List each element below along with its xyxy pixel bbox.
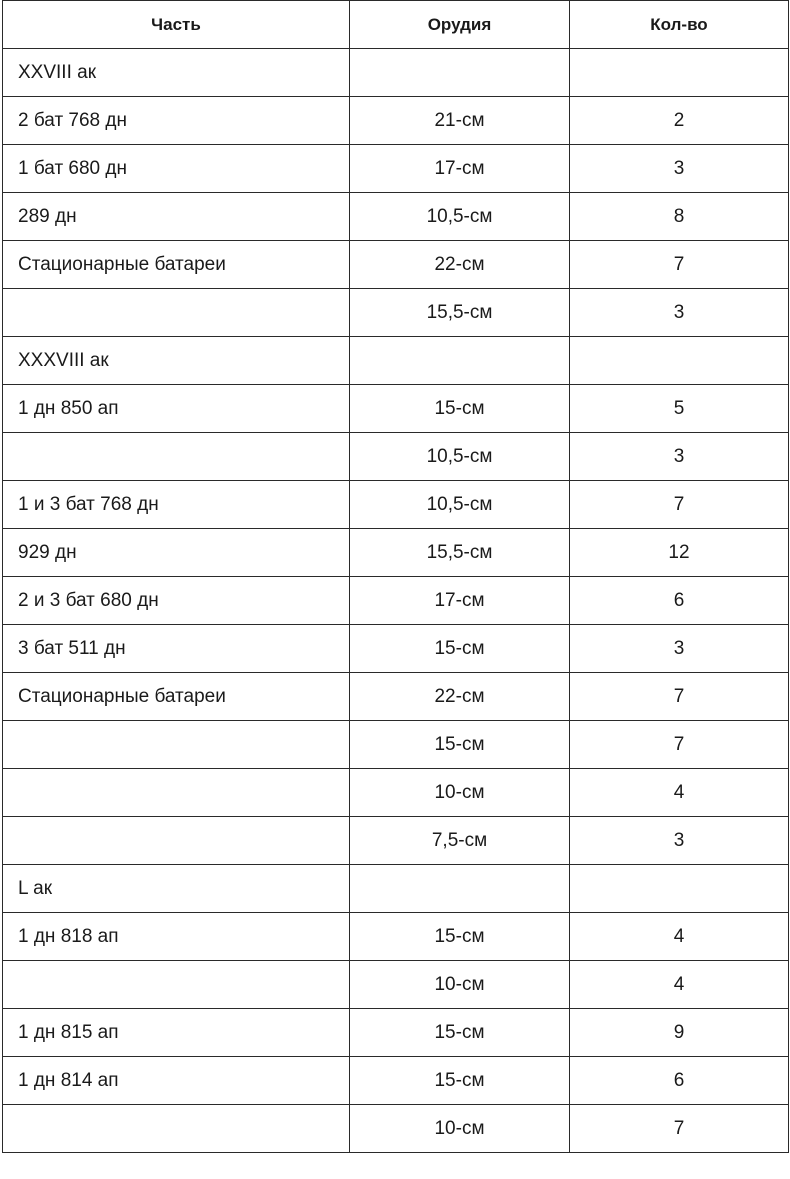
count-cell: 8	[570, 193, 789, 241]
table-row	[3, 193, 789, 241]
gun-cell: 10-см	[350, 769, 570, 817]
count-cell: 7	[570, 673, 789, 721]
count-cell: 6	[570, 1057, 789, 1105]
table-row	[3, 385, 789, 433]
table-row	[3, 913, 789, 961]
count-cell: 3	[570, 145, 789, 193]
header-row	[3, 1, 789, 49]
count-cell: 3	[570, 625, 789, 673]
count-cell: 7	[570, 241, 789, 289]
gun-cell: 10-см	[350, 1105, 570, 1153]
table-row	[3, 433, 789, 481]
unit-cell: XXXVIII ак	[3, 337, 350, 385]
gun-cell: 15-см	[350, 721, 570, 769]
unit-cell: 3 бат 511 дн	[3, 625, 350, 673]
gun-cell	[350, 49, 570, 97]
unit-cell: 1 бат 680 дн	[3, 145, 350, 193]
table-row	[3, 577, 789, 625]
gun-cell: 15,5-см	[350, 529, 570, 577]
count-cell: 4	[570, 913, 789, 961]
table-row	[3, 241, 789, 289]
unit-cell: Стационарные батареи	[3, 673, 350, 721]
unit-cell: 1 дн 814 ап	[3, 1057, 350, 1105]
unit-cell: 289 дн	[3, 193, 350, 241]
count-cell: 7	[570, 721, 789, 769]
table-body	[3, 49, 789, 1153]
count-cell: 3	[570, 289, 789, 337]
gun-cell: 17-см	[350, 145, 570, 193]
unit-cell: 1 дн 815 ап	[3, 1009, 350, 1057]
gun-cell: 15-см	[350, 913, 570, 961]
count-cell: 5	[570, 385, 789, 433]
gun-cell: 22-см	[350, 241, 570, 289]
unit-cell: 1 и 3 бат 768 дн	[3, 481, 350, 529]
unit-cell	[3, 721, 350, 769]
gun-cell: 15,5-см	[350, 289, 570, 337]
table-row	[3, 481, 789, 529]
count-cell	[570, 865, 789, 913]
table-row	[3, 769, 789, 817]
header-guns: Орудия	[350, 1, 570, 49]
gun-cell: 17-см	[350, 577, 570, 625]
count-cell: 3	[570, 433, 789, 481]
count-cell	[570, 49, 789, 97]
table-header	[3, 1, 789, 49]
unit-cell	[3, 817, 350, 865]
table-row	[3, 1057, 789, 1105]
gun-cell: 21-см	[350, 97, 570, 145]
unit-cell: 1 дн 818 ап	[3, 913, 350, 961]
gun-cell: 15-см	[350, 385, 570, 433]
unit-cell: 1 дн 850 ап	[3, 385, 350, 433]
gun-cell: 15-см	[350, 1009, 570, 1057]
gun-cell: 10-см	[350, 961, 570, 1009]
unit-cell: L ак	[3, 865, 350, 913]
unit-cell	[3, 769, 350, 817]
table-row	[3, 817, 789, 865]
unit-cell	[3, 433, 350, 481]
header-count: Кол-во	[570, 1, 789, 49]
gun-cell	[350, 865, 570, 913]
artillery-table	[2, 0, 789, 1153]
gun-cell: 10,5-см	[350, 481, 570, 529]
table-row	[3, 49, 789, 97]
table-row	[3, 97, 789, 145]
table-row	[3, 961, 789, 1009]
gun-cell	[350, 337, 570, 385]
table-row	[3, 1105, 789, 1153]
count-cell: 3	[570, 817, 789, 865]
table-row	[3, 289, 789, 337]
unit-cell: Стационарные батареи	[3, 241, 350, 289]
gun-cell: 10,5-см	[350, 193, 570, 241]
unit-cell	[3, 961, 350, 1009]
table-row	[3, 625, 789, 673]
gun-cell: 7,5-см	[350, 817, 570, 865]
table-row	[3, 529, 789, 577]
count-cell: 4	[570, 769, 789, 817]
table-row	[3, 145, 789, 193]
gun-cell: 15-см	[350, 1057, 570, 1105]
gun-cell: 22-см	[350, 673, 570, 721]
count-cell: 12	[570, 529, 789, 577]
table-row	[3, 721, 789, 769]
count-cell: 6	[570, 577, 789, 625]
unit-cell: 2 бат 768 дн	[3, 97, 350, 145]
table-row	[3, 865, 789, 913]
count-cell	[570, 337, 789, 385]
count-cell: 4	[570, 961, 789, 1009]
gun-cell: 15-см	[350, 625, 570, 673]
count-cell: 7	[570, 1105, 789, 1153]
unit-cell	[3, 289, 350, 337]
table-row	[3, 673, 789, 721]
gun-cell: 10,5-см	[350, 433, 570, 481]
unit-cell	[3, 1105, 350, 1153]
count-cell: 7	[570, 481, 789, 529]
table-row	[3, 1009, 789, 1057]
unit-cell: 929 дн	[3, 529, 350, 577]
unit-cell: XXVIII ак	[3, 49, 350, 97]
unit-cell: 2 и 3 бат 680 дн	[3, 577, 350, 625]
table-row	[3, 337, 789, 385]
header-unit: Часть	[3, 1, 350, 49]
count-cell: 2	[570, 97, 789, 145]
count-cell: 9	[570, 1009, 789, 1057]
